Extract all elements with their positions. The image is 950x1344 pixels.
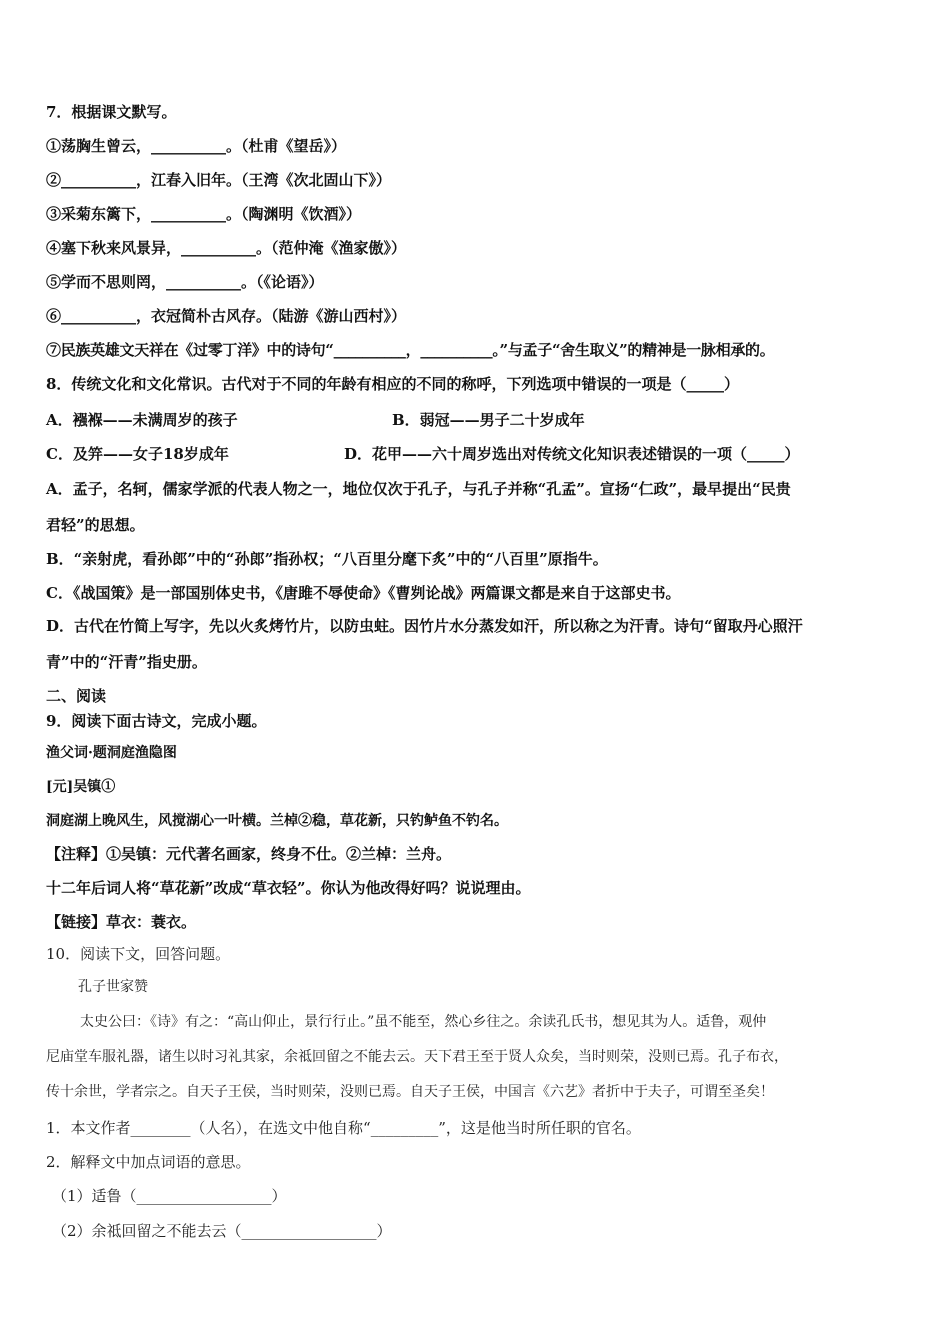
- q9-poem-text: 洞庭湖上晚风生，风搅湖心一叶横。兰棹②稳，草花新，只钓鲈鱼不钓名。: [46, 813, 508, 829]
- q9-link: 【链接】草衣：蓑衣。: [46, 913, 197, 931]
- q8-option-a: A．襁褓——未满周岁的孩子: [46, 411, 238, 429]
- q7-title: 7．根据课文默写。: [46, 103, 177, 121]
- q7-item-6: ⑥__________，衣冠简朴古风存。（陆游《游山西村》）: [46, 307, 407, 325]
- q8-para-a-line-2: 君轻”的思想。: [46, 516, 145, 534]
- q7-item-1: ①荡胸生曾云，__________。（杜甫《望岳》）: [46, 137, 347, 155]
- q8-option-b: B．弱冠——男子二十岁成年: [392, 411, 585, 429]
- q10-sub-2-1: （1）适鲁（__________________）: [52, 1187, 287, 1205]
- q10-text-title: 孔子世家赞: [78, 979, 148, 995]
- q9-title: 9．阅读下面古诗文，完成小题。: [46, 712, 267, 730]
- q10-para-line-2: 尼庙堂车服礼器，诸生以时习礼其家，余祗回留之不能去云。天下君王至于贤人众矣，当时则荣，没则已焉。孔子布衣，: [46, 1049, 788, 1065]
- q10-sub-1: 1．本文作者________（人名），在选文中他自称“_________”，这是他当时所任职的官名。: [46, 1119, 641, 1137]
- q9-poem-title: 渔父词·题洞庭渔隐图: [46, 745, 177, 761]
- q8-para-a-line-1: A．孟子，名轲，儒家学派的代表人物之一，地位仅次于孔子，与孔子并称“孔孟”。宣扬“仁政”，最早提出“民贵: [46, 480, 791, 498]
- q10-sub-2: 2．解释文中加点词语的意思。: [46, 1153, 251, 1171]
- q10-title: 10．阅读下文，回答问题。: [46, 945, 231, 963]
- q8-options-row-1: [46, 410, 920, 430]
- q8-option-d: D．花甲——六十周岁选出对传统文化知识表述错误的一项（_____）: [344, 445, 800, 463]
- q7-item-4: ④塞下秋来风景异，__________。（范仲淹《渔家傲》）: [46, 239, 407, 257]
- q7-item-5: ⑤学而不思则罔，__________。（《论语》）: [46, 273, 324, 291]
- q8-option-c: C．及笄——女子18岁成年: [46, 445, 229, 463]
- q8-para-c: C．《战国策》是一部国别体史书，《唐雎不辱使命》《曹刿论战》两篇课文都是来自于这部史书。: [46, 584, 681, 602]
- q10-sub-2-2: （2）余祗回留之不能去云（__________________）: [52, 1222, 392, 1240]
- section-heading-reading: 二、阅读: [46, 687, 107, 705]
- q9-question: 十二年后词人将“草花新”改成“草衣轻”。你认为他改得好吗？说说理由。: [46, 879, 531, 897]
- q8-options-row-2: [46, 444, 920, 464]
- q9-note: 【注释】①吴镇：元代著名画家，终身不仕。②兰棹：兰舟。: [46, 845, 452, 863]
- q8-title: 8．传统文化和文化常识。古代对于不同的年龄有相应的不同的称呼，下列选项中错误的一项是（_____）: [46, 375, 739, 393]
- q10-para-line-1: 太史公曰：《诗》有之：“高山仰止，景行行止。”虽不能至，然心乡往之。余读孔氏书，想见其为人。适鲁，观仲: [80, 1014, 767, 1030]
- q7-item-2: ②__________，江春入旧年。（王湾《次北固山下》）: [46, 171, 392, 189]
- q9-poem-author: [元]吴镇①: [46, 779, 116, 795]
- q8-para-d-line-2: 青”中的“汗青”指史册。: [46, 653, 207, 671]
- q8-para-d-line-1: D．古代在竹简上写字，先以火炙烤竹片，以防虫蛀。因竹片水分蒸发如汗，所以称之为汗青。诗句“留取丹心照汗: [46, 617, 803, 635]
- q8-para-b: B．“亲射虎，看孙郎”中的“孙郎”指孙权；“八百里分麾下炙”中的“八百里”原指牛。: [46, 550, 608, 568]
- q10-para-line-3: 传十余世，学者宗之。自天子王侯，当时则荣，没则已焉。自天子王侯，中国言《六艺》者折中于夫子，可谓至圣矣！: [46, 1084, 774, 1100]
- q7-item-7: ⑦民族英雄文天祥在《过零丁洋》中的诗句“__________，__________。”与孟子“舍生取义”的精神是一脉相承的。: [46, 341, 775, 359]
- q7-item-3: ③采菊东篱下，__________。（陶渊明《饮酒》）: [46, 205, 362, 223]
